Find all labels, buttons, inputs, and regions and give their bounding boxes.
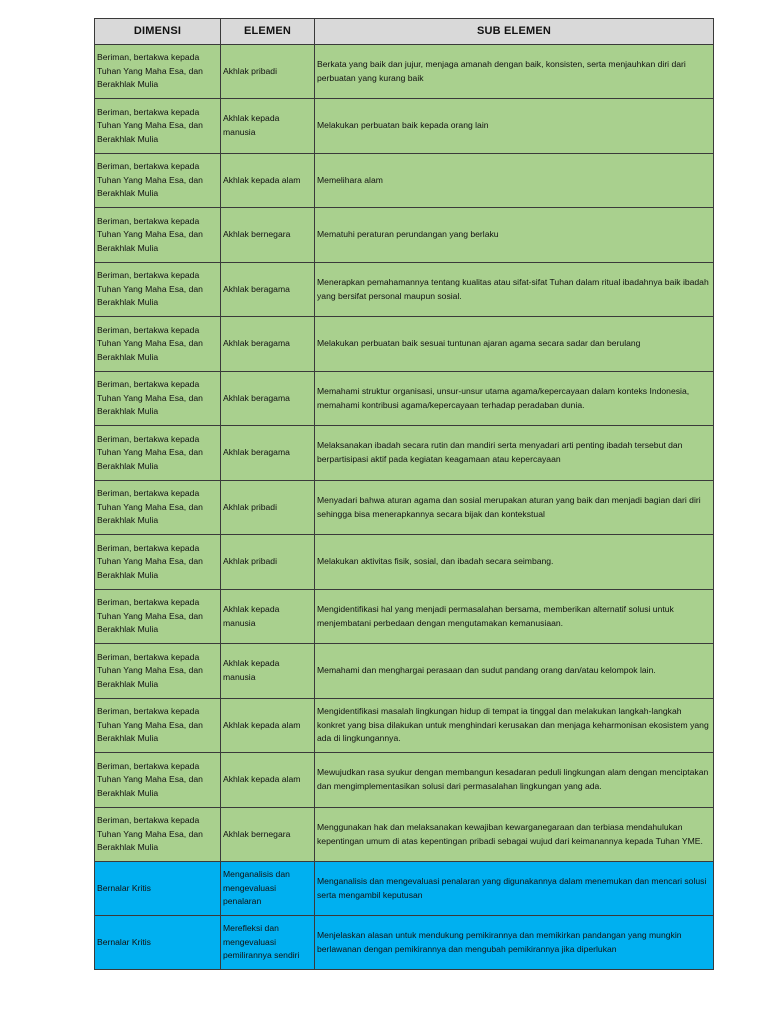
cell-dimensi: Beriman, bertakwa kepada Tuhan Yang Maha Esa, dan Berakhlak Mulia	[95, 753, 221, 808]
cell-sub-elemen: Mematuhi peraturan perundangan yang berlaku	[315, 208, 714, 263]
cell-sub-elemen: Menganalisis dan mengevaluasi penalaran yang digunakannya dalam menemukan dan mencari solusi serta mengambil keputusan	[315, 862, 714, 916]
cell-sub-elemen: Menjelaskan alasan untuk mendukung pemikirannya dan memikirkan pandangan yang mungkin berlawanan dengan pemikirannya dan mengubah pemikirannya jika diperlukan	[315, 916, 714, 970]
cell-sub-elemen: Memahami dan menghargai perasaan dan sudut pandang orang dan/atau kelompok lain.	[315, 644, 714, 699]
cell-elemen: Akhlak bernegara	[221, 808, 315, 862]
competency-table	[94, 18, 714, 970]
cell-sub-elemen: Melakukan aktivitas fisik, sosial, dan ibadah secara seimbang.	[315, 535, 714, 590]
cell-sub-elemen: Berkata yang baik dan jujur, menjaga amanah dengan baik, konsisten, serta menjauhkan diri dari perbuatan yang kurang baik	[315, 45, 714, 99]
cell-elemen: Akhlak pribadi	[221, 481, 315, 535]
cell-elemen: Akhlak bernegara	[221, 208, 315, 263]
cell-dimensi: Beriman, bertakwa kepada Tuhan Yang Maha Esa, dan Berakhlak Mulia	[95, 808, 221, 862]
cell-sub-elemen: Mengidentifikasi masalah lingkungan hidup di tempat ia tinggal dan melakukan langkah-langkah konkret yang bisa dilakukan untuk menghindari kerusakan dan menjaga keharmonisan ekosistem yang ada di lingkungannya.	[315, 699, 714, 753]
cell-elemen: Akhlak pribadi	[221, 45, 315, 99]
cell-elemen: Menganalisis dan mengevaluasi penalaran	[221, 862, 315, 916]
cell-dimensi: Beriman, bertakwa kepada Tuhan Yang Maha Esa, dan Berakhlak Mulia	[95, 208, 221, 263]
header-dimensi: DIMENSI	[95, 19, 221, 45]
cell-elemen: Akhlak beragama	[221, 426, 315, 481]
cell-sub-elemen: Melakukan perbuatan baik sesuai tuntunan ajaran agama secara sadar dan berulang	[315, 317, 714, 372]
cell-dimensi: Beriman, bertakwa kepada Tuhan Yang Maha Esa, dan Berakhlak Mulia	[95, 317, 221, 372]
cell-dimensi: Beriman, bertakwa kepada Tuhan Yang Maha Esa, dan Berakhlak Mulia	[95, 590, 221, 644]
cell-elemen: Akhlak kepada manusia	[221, 99, 315, 154]
cell-sub-elemen: Menerapkan pemahamannya tentang kualitas atau sifat-sifat Tuhan dalam ritual ibadahnya baik ibadah yang bersifat personal maupun sosial.	[315, 263, 714, 317]
table-row	[95, 263, 714, 317]
table-row	[95, 644, 714, 699]
cell-elemen: Akhlak kepada alam	[221, 699, 315, 753]
table-row	[95, 99, 714, 154]
cell-sub-elemen: Melakukan perbuatan baik kepada orang lain	[315, 99, 714, 154]
table-row	[95, 317, 714, 372]
table-row	[95, 481, 714, 535]
cell-sub-elemen: Menyadari bahwa aturan agama dan sosial merupakan aturan yang baik dan menjadi bagian dari diri sehingga bisa menerapkannya secara bijak dan kontekstual	[315, 481, 714, 535]
cell-elemen: Akhlak kepada alam	[221, 154, 315, 208]
cell-sub-elemen: Melaksanakan ibadah secara rutin dan mandiri serta menyadari arti penting ibadah tersebut dan berpartisipasi aktif pada kegiatan keagamaan atau kepercayaan	[315, 426, 714, 481]
cell-elemen: Akhlak kepada manusia	[221, 644, 315, 699]
cell-dimensi: Bernalar Kritis	[95, 862, 221, 916]
cell-elemen: Merefleksi dan mengevaluasi pemilirannya sendiri	[221, 916, 315, 970]
table-row	[95, 426, 714, 481]
cell-dimensi: Beriman, bertakwa kepada Tuhan Yang Maha Esa, dan Berakhlak Mulia	[95, 154, 221, 208]
cell-elemen: Akhlak pribadi	[221, 535, 315, 590]
table-row	[95, 535, 714, 590]
cell-dimensi: Beriman, bertakwa kepada Tuhan Yang Maha Esa, dan Berakhlak Mulia	[95, 535, 221, 590]
cell-dimensi: Bernalar Kritis	[95, 916, 221, 970]
cell-dimensi: Beriman, bertakwa kepada Tuhan Yang Maha Esa, dan Berakhlak Mulia	[95, 45, 221, 99]
header-sub-elemen: SUB ELEMEN	[315, 19, 714, 45]
table-row	[95, 916, 714, 970]
cell-dimensi: Beriman, bertakwa kepada Tuhan Yang Maha Esa, dan Berakhlak Mulia	[95, 699, 221, 753]
cell-sub-elemen: Mengidentifikasi hal yang menjadi permasalahan bersama, memberikan alternatif solusi untuk menjembatani perbedaan dengan mengutamakan kemanusiaan.	[315, 590, 714, 644]
table-row	[95, 208, 714, 263]
table-row	[95, 590, 714, 644]
header-elemen: ELEMEN	[221, 19, 315, 45]
cell-dimensi: Beriman, bertakwa kepada Tuhan Yang Maha Esa, dan Berakhlak Mulia	[95, 644, 221, 699]
cell-dimensi: Beriman, bertakwa kepada Tuhan Yang Maha Esa, dan Berakhlak Mulia	[95, 372, 221, 426]
table-row	[95, 372, 714, 426]
cell-elemen: Akhlak beragama	[221, 263, 315, 317]
cell-dimensi: Beriman, bertakwa kepada Tuhan Yang Maha Esa, dan Berakhlak Mulia	[95, 263, 221, 317]
cell-elemen: Akhlak beragama	[221, 372, 315, 426]
table-row	[95, 862, 714, 916]
cell-elemen: Akhlak kepada alam	[221, 753, 315, 808]
table-row	[95, 808, 714, 862]
table-row	[95, 753, 714, 808]
cell-dimensi: Beriman, bertakwa kepada Tuhan Yang Maha Esa, dan Berakhlak Mulia	[95, 426, 221, 481]
header-row	[95, 19, 714, 45]
cell-sub-elemen: Menggunakan hak dan melaksanakan kewajiban kewarganegaraan dan terbiasa mendahulukan kepentingan umum di atas kepentingan pribadi sebagai wujud dari keimanannya kepada Tuhan YME.	[315, 808, 714, 862]
cell-sub-elemen: Mewujudkan rasa syukur dengan membangun kesadaran peduli lingkungan alam dengan menciptakan dan mengimplementasikan solusi dari permasalahan lingkungan yang ada.	[315, 753, 714, 808]
cell-elemen: Akhlak beragama	[221, 317, 315, 372]
cell-dimensi: Beriman, bertakwa kepada Tuhan Yang Maha Esa, dan Berakhlak Mulia	[95, 99, 221, 154]
cell-sub-elemen: Memelihara alam	[315, 154, 714, 208]
table-row	[95, 45, 714, 99]
cell-dimensi: Beriman, bertakwa kepada Tuhan Yang Maha Esa, dan Berakhlak Mulia	[95, 481, 221, 535]
cell-elemen: Akhlak kepada manusia	[221, 590, 315, 644]
table-row	[95, 699, 714, 753]
table-row	[95, 154, 714, 208]
cell-sub-elemen: Memahami struktur organisasi, unsur-unsur utama agama/kepercayaan dalam konteks Indonesia, memahami kontribusi agama/kepercayaan terhadap peradaban dunia.	[315, 372, 714, 426]
